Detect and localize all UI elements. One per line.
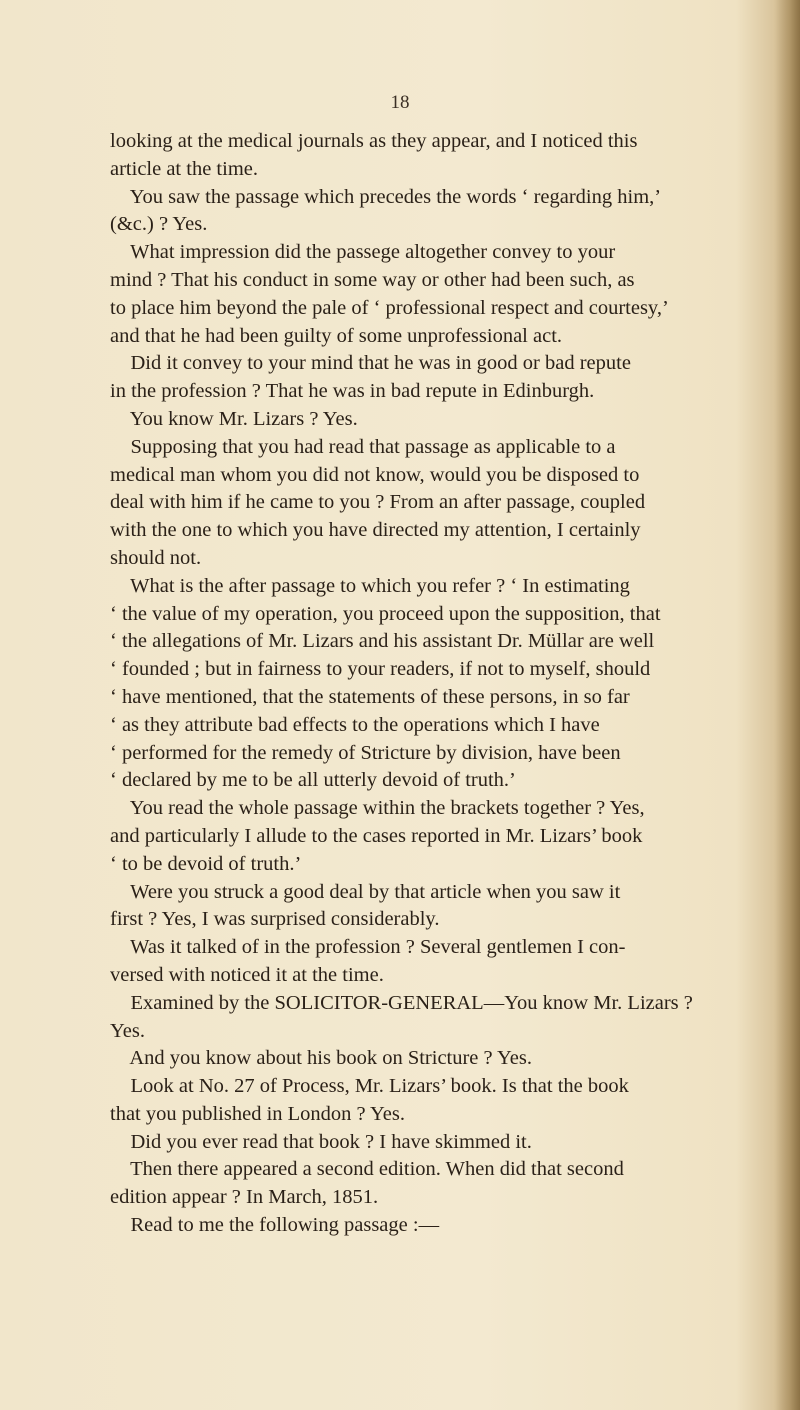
text-line: in the profession ? That he was in bad repute in Edinburgh. bbox=[110, 380, 595, 403]
text-line: first ? Yes, I was surprised considerably. bbox=[110, 908, 440, 931]
text-line: looking at the medical journals as they appear, and I noticed this bbox=[110, 130, 638, 152]
text-line: should not. bbox=[110, 546, 202, 569]
text-line: ‘ performed for the remedy of Stricture by division, have been bbox=[110, 741, 621, 764]
text-line: And you know about his book on Stricture ? Yes. bbox=[110, 1047, 532, 1070]
text-line: Then there appeared a second edition. When did that second bbox=[110, 1158, 624, 1181]
text-line: Did it convey to your mind that he was in good or bad repute bbox=[110, 352, 631, 375]
text-line: ‘ to be devoid of truth.’ bbox=[110, 852, 302, 875]
text-line: edition appear ? In March, 1851. bbox=[110, 1186, 379, 1209]
text-line: Were you struck a good deal by that article when you saw it bbox=[110, 880, 621, 903]
text-line: ‘ founded ; but in fairness to your readers, if not to myself, should bbox=[110, 658, 651, 681]
text-line: Yes. bbox=[110, 1019, 145, 1042]
text-line: versed with noticed it at the time. bbox=[110, 963, 384, 986]
text-line: medical man whom you did not know, would you be disposed to bbox=[110, 463, 640, 486]
text-line: You read the whole passage within the brackets together ? Yes, bbox=[110, 797, 645, 820]
text-line: and particularly I allude to the cases reported in Mr. Lizars’ book bbox=[110, 824, 643, 847]
text-line: ‘ as they attribute bad effects to the operations which I have bbox=[110, 713, 600, 736]
text-line: article at the time. bbox=[110, 157, 258, 180]
text-line: What impression did the passege altogether convey to your bbox=[110, 241, 616, 264]
text-line: Was it talked of in the profession ? Several gentlemen I con- bbox=[110, 936, 626, 959]
text-line: (&c.) ? Yes. bbox=[110, 213, 208, 236]
text-line: Supposing that you had read that passage as applicable to a bbox=[110, 435, 616, 458]
text-line: You know Mr. Lizars ? Yes. bbox=[110, 407, 358, 430]
text-line: deal with him if he came to you ? From an after passage, coupled bbox=[110, 491, 646, 514]
body-text bbox=[110, 128, 798, 1240]
text-line: that you published in London ? Yes. bbox=[110, 1102, 405, 1125]
text-line: Read to me the following passage :— bbox=[110, 1214, 440, 1237]
text-line: What is the after passage to which you refer ? ‘ In estimating bbox=[110, 574, 630, 597]
text-line: ‘ the allegations of Mr. Lizars and his assistant Dr. Müllar are well bbox=[110, 630, 655, 653]
text-line: Look at No. 27 of Process, Mr. Lizars’ book. Is that the book bbox=[110, 1075, 629, 1098]
text-line: to place him beyond the pale of ‘ professional respect and courtesy,’ bbox=[110, 296, 669, 319]
text-line: ‘ the value of my operation, you proceed upon the supposition, that bbox=[110, 602, 661, 625]
text-line: mind ? That his conduct in some way or other had been such, as bbox=[110, 268, 635, 291]
text-line: ‘ have mentioned, that the statements of these persons, in so far bbox=[110, 685, 630, 708]
text-line: and that he had been guilty of some unprofessional act. bbox=[110, 324, 563, 347]
page-number: 18 bbox=[390, 92, 410, 113]
text-line: ‘ declared by me to be all utterly devoid of truth.’ bbox=[110, 769, 516, 792]
text-line: Did you ever read that book ? I have skimmed it. bbox=[110, 1130, 532, 1153]
text-line: with the one to which you have directed my attention, I certainly bbox=[110, 519, 641, 542]
text-line: You saw the passage which precedes the words ‘ regarding him,’ bbox=[110, 185, 662, 208]
text-line: Examined by the SOLICITOR-GENERAL—You know Mr. Lizars ? bbox=[110, 991, 693, 1014]
